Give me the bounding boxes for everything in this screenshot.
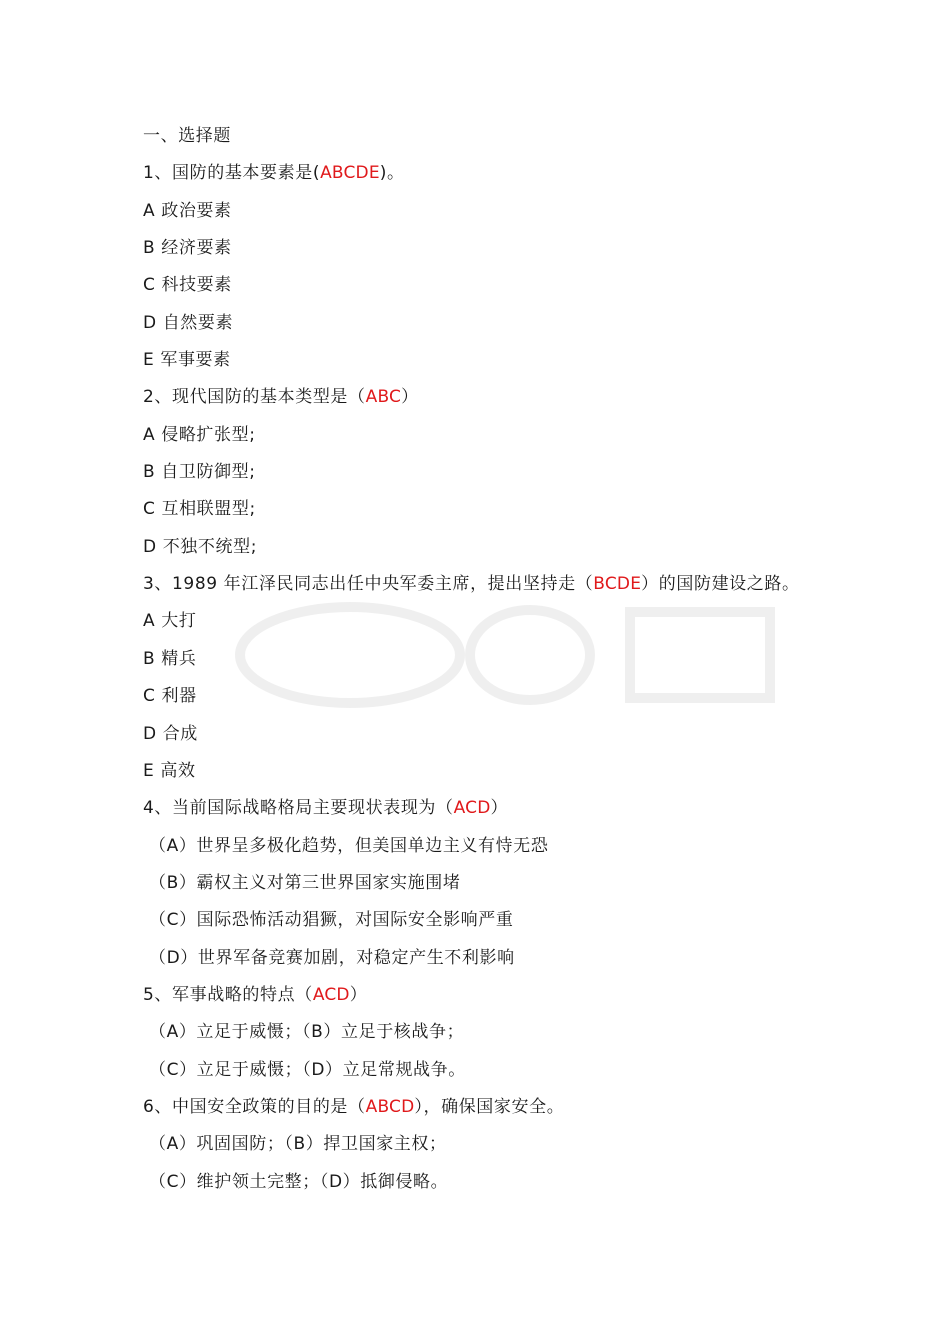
question-4 xyxy=(143,790,923,827)
question-1-tail: )。 xyxy=(379,163,405,184)
question-2-answer: ABC xyxy=(365,387,402,408)
question-6-tail: ），确保国家安全。 xyxy=(414,1096,565,1117)
question-3-tail: ）的国防建设之路。 xyxy=(641,574,800,595)
question-5 xyxy=(143,977,923,1014)
question-5-options-cd: （C）立足于威慑；（D）立足常规战争。 xyxy=(149,1059,466,1080)
question-3-option-e: E 高效 xyxy=(143,760,196,781)
question-1-option-a: A 政治要素 xyxy=(143,200,232,221)
question-6-options-cd: （C）维护领土完整；（D）抵御侵略。 xyxy=(149,1171,449,1192)
question-2-option-a: A 侵略扩张型; xyxy=(143,424,256,445)
question-1-option-b: B 经济要素 xyxy=(143,238,232,259)
question-3-option-c: C 利器 xyxy=(143,686,197,707)
question-4-tail: ） xyxy=(490,798,509,819)
question-2 xyxy=(143,379,923,416)
question-6-options-ab: （A）巩固国防；（B）捍卫国家主权； xyxy=(149,1134,447,1155)
question-6-answer: ABCD xyxy=(365,1096,415,1117)
question-1-option-d: D 自然要素 xyxy=(143,312,234,333)
question-5-text: 5、军事战略的特点（ xyxy=(143,984,313,1005)
question-3-option-b: B 精兵 xyxy=(143,648,197,669)
question-2-tail: ） xyxy=(401,387,419,408)
question-6-text: 6、中国安全政策的目的是（ xyxy=(143,1096,366,1117)
question-2-option-b: B 自卫防御型; xyxy=(143,462,256,483)
question-1-answer: ABCDE xyxy=(320,163,380,184)
question-3-option-a: A 大打 xyxy=(143,611,197,632)
question-1-option-e: E 军事要素 xyxy=(143,350,231,371)
question-1-text: 1、国防的基本要素是( xyxy=(143,163,321,184)
question-4-option-a: （A）世界呈多极化趋势，但美国单边主义有恃无恐 xyxy=(149,835,549,856)
section-title: 一、选择题 xyxy=(143,126,231,146)
question-5-options-ab: （A）立足于威慑；（B）立足于核战争； xyxy=(149,1022,465,1043)
question-4-option-c: （C）国际恐怖活动猖獗，对国际安全影响严重 xyxy=(149,910,514,931)
question-5-answer: ACD xyxy=(312,984,350,1005)
question-3 xyxy=(143,566,923,603)
question-1 xyxy=(143,155,923,192)
question-4-answer: ACD xyxy=(453,798,491,819)
question-4-option-b: （B）霸权主义对第三世界国家实施围堵 xyxy=(149,872,461,893)
question-2-option-d: D 不独不统型; xyxy=(143,536,258,557)
question-1-option-c: C 科技要素 xyxy=(143,275,232,296)
question-2-text: 2、现代国防的基本类型是（ xyxy=(143,387,366,408)
question-4-option-d: （D）世界军备竞赛加剧，对稳定产生不利影响 xyxy=(149,947,515,968)
question-4-text: 4、当前国际战略格局主要现状表现为（ xyxy=(143,798,454,819)
question-3-text: 3、1989 年江泽民同志出任中央军委主席，提出坚持走（ xyxy=(143,574,594,595)
question-6 xyxy=(143,1089,923,1126)
question-list xyxy=(143,118,923,1201)
question-5-tail: ） xyxy=(349,984,368,1005)
question-3-answer: BCDE xyxy=(593,574,642,595)
question-2-option-c: C 互相联盟型; xyxy=(143,499,256,520)
question-3-option-d: D 合成 xyxy=(143,723,198,744)
